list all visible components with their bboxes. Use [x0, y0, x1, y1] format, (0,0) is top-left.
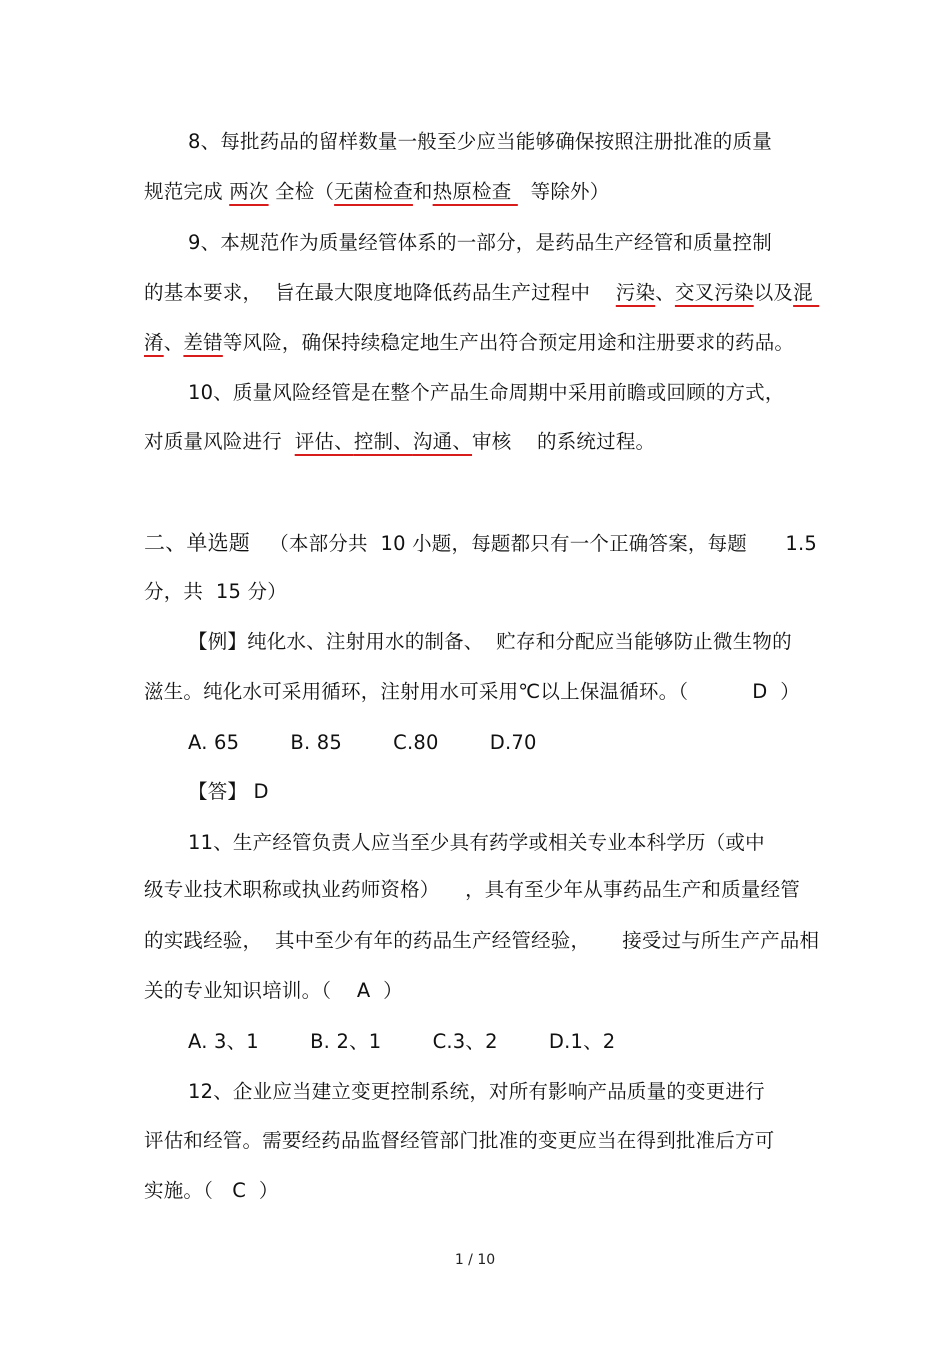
q8-text: 全检（	[268, 180, 335, 203]
q9-text: 等风险，确保持续稳定地生产出符合预定用途和注册要求的药品。	[222, 331, 795, 354]
q11-options: A. 3、1 B. 2、1 C.3、2 D.1、2	[188, 1030, 616, 1053]
q8-line-2	[144, 178, 609, 206]
q9-line-1: 9、本规范作为质量经管体系的一部分，是药品生产经管和质量控制	[188, 231, 772, 254]
q9-text: 以及	[753, 281, 794, 304]
q10-text: 对质量风险进行	[144, 430, 295, 453]
q8-answer-blank: 两次	[229, 180, 269, 203]
example-line-1: 【例】纯化水、注射用水的制备、 贮存和分配应当能够防止微生物的	[188, 630, 792, 653]
q12-line-2: 评估和经管。需要经药品监督经管部门批准的变更应当在得到批准后方可	[144, 1129, 775, 1152]
example-options: A. 65 B. 85 C.80 D.70	[188, 731, 537, 754]
q9-line-3	[144, 329, 794, 357]
q9-answer-blank: 交叉污染	[674, 281, 754, 304]
q10-line-1: 10、质量风险经管是在整个产品生命周期中采用前瞻或回顾的方式，	[188, 381, 785, 404]
q8-text: 规范完成	[144, 180, 230, 203]
q8-answer-blank: 热原检查	[432, 180, 518, 203]
q10-answer-blank: 控制、	[353, 430, 413, 453]
q9-answer-blank: 污染	[615, 281, 656, 304]
q10-answer-blank: 评估、	[294, 430, 354, 453]
q9-line-2	[144, 279, 819, 307]
q11-line-1: 11、生产经管负责人应当至少具有药学或相关专业本科学历（或中	[188, 831, 765, 854]
q9-text: 的基本要求， 旨在最大限度地降低药品生产过程中	[144, 281, 616, 304]
q8-text: 和	[412, 180, 433, 203]
section-heading	[144, 529, 817, 558]
page-number: 1 / 10	[454, 1252, 496, 1268]
q8-text: 等除外）	[517, 180, 610, 203]
section-title: 二、单选题	[144, 531, 250, 555]
q10-answer-blank: 沟通、	[412, 430, 473, 453]
q8-answer-blank: 无菌检查	[334, 180, 413, 203]
q10-text: 审核 的系统过程。	[472, 430, 656, 453]
q9-text: 、	[655, 281, 675, 304]
q12-line-3: 实施。（ C ）	[144, 1179, 279, 1202]
q9-answer-blank: 差错	[183, 331, 223, 354]
q9-text: 、	[163, 331, 184, 354]
q8-line-1: 8、每批药品的留样数量一般至少应当能够确保按照注册批准的质量	[188, 130, 772, 153]
example-answer: 【答】 D	[188, 780, 269, 803]
q10-line-2	[144, 428, 655, 456]
q11-line-4: 关的专业知识培训。（ A ）	[144, 979, 403, 1002]
q12-line-1: 12、企业应当建立变更控制系统，对所有影响产品质量的变更进行	[188, 1080, 765, 1103]
q9-answer-blank: 混	[793, 281, 820, 304]
section-note: （本部分共 10 小题，每题都只有一个正确答案，每题 1.5	[250, 532, 818, 555]
example-line-2: 滋生。纯化水可采用循环，注射用水可采用℃以上保温循环。（ D ）	[144, 680, 800, 703]
q9-answer-blank: 淆	[144, 331, 164, 354]
q11-line-3: 的实践经验， 其中至少有年的药品生产经管经验， 接受过与所生产产品相	[144, 929, 820, 952]
q11-line-2: 级专业技术职称或执业药师资格） ，具有至少年从事药品生产和质量经管	[144, 878, 800, 901]
section-note-line-2: 分，共 15 分）	[144, 580, 287, 603]
